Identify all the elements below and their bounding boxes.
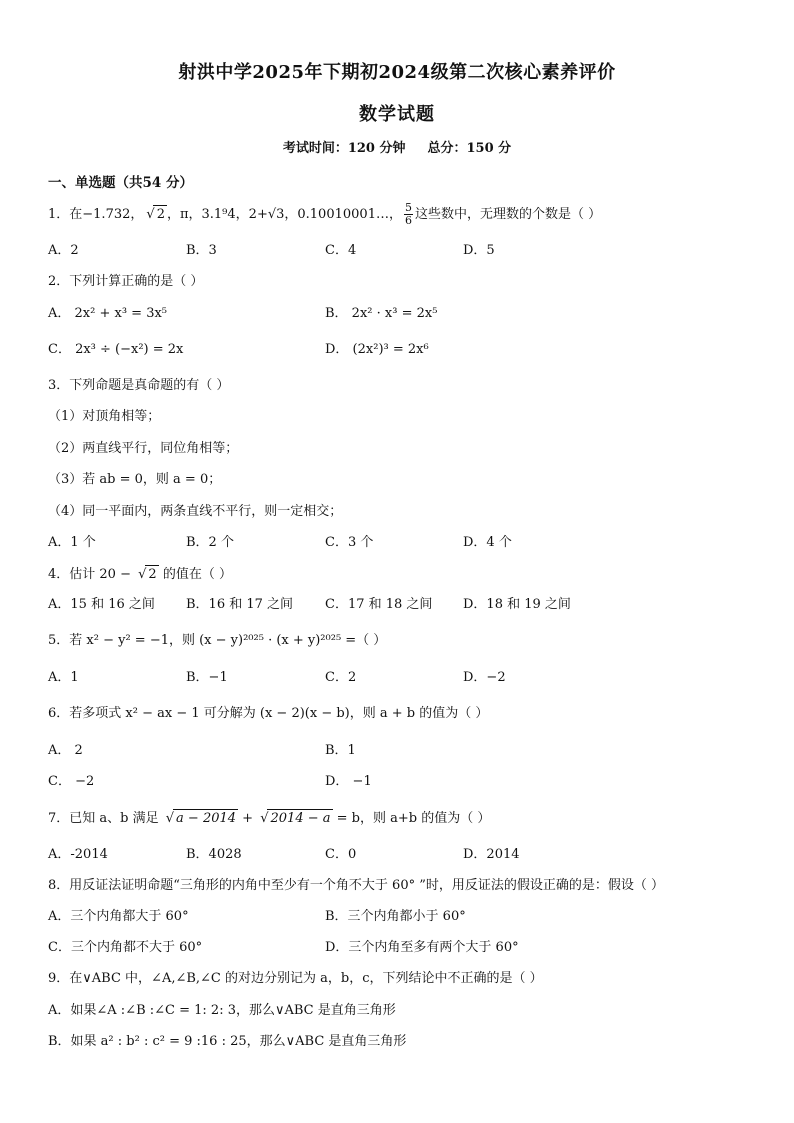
q3-option-b: B．2 个 <box>186 535 234 550</box>
q3-option-a: A．1 个 <box>48 535 96 550</box>
q1-option-c: C．4 <box>325 243 357 258</box>
q7-option-b: B．4028 <box>186 847 242 862</box>
q8-option-a: A．三个内角都大于 60° <box>48 909 189 924</box>
q6-option-b: B．1 <box>325 743 356 758</box>
question-6-stem: 6．若多项式 x² − ax − 1 可分解为 (x − 2)(x − b)，则 a + b 的值为（ ） <box>48 706 489 721</box>
q7-option-d: D．2014 <box>463 847 520 862</box>
q9-option-b: B．如果 a² : b² : c² = 9 :16 : 25，那么∨ABC 是直角三角形 <box>48 1034 407 1049</box>
exam-time: 考试时间：120 分钟 <box>282 141 406 156</box>
question-9-stem: 9．在∨ABC 中，∠A,∠B,∠C 的对边分别记为 a，b，c，下列结论中不正确的是（ ） <box>48 971 543 986</box>
q4-option-a: A．15 和 16 之间 <box>48 597 155 612</box>
q3-item-2: （2）两直线平行，同位角相等； <box>48 441 239 456</box>
q5-option-d: D．−2 <box>463 670 506 685</box>
q2-option-a: A． 2x² + x³ = 3x⁵ <box>48 306 168 321</box>
question-8-stem: 8．用反证法证明命题“三角形的内角中至少有一个角不大于 60° ”时，用反证法的假设正确的是：假设（ ） <box>48 878 665 893</box>
q5-option-a: A．1 <box>48 670 79 685</box>
q3-option-c: C．3 个 <box>325 535 374 550</box>
school-title: 射洪中学2025年下期初2024级第二次核心素养评价 <box>178 62 616 83</box>
q9-option-a: A．如果∠A :∠B :∠C = 1: 2: 3，那么∨ABC 是直角三角形 <box>48 1003 396 1018</box>
question-4-stem: 4．估计 20 − √ 2 的值在（ ） <box>48 565 232 584</box>
q2-option-b: B． 2x² · x³ = 2x⁵ <box>325 306 438 321</box>
fraction: $\frac{5}{6}$ <box>404 201 412 227</box>
q4-option-b: B．16 和 17 之间 <box>186 597 294 612</box>
q3-option-d: D．4 个 <box>463 535 512 550</box>
q1-option-d: D．5 <box>463 243 495 258</box>
q3-item-3: （3）若 ab = 0，则 a = 0； <box>48 472 222 487</box>
q8-option-d: D．三个内角至多有两个大于 60° <box>325 940 519 955</box>
question-1-stem: 1．在−1.732，√ 2 ，π，3.1⁹4̇，2+√3，0.10010001…， $\frac{5}{6}$ 这些数中，无理数的个数是（ ） <box>48 202 601 227</box>
question-3-stem: 3．下列命题是真命题的有（ ） <box>48 378 230 393</box>
q6-option-a: A． 2 <box>48 743 83 758</box>
q8-option-c: C．三个内角都不大于 60° <box>48 940 203 955</box>
q4-option-c: C．17 和 18 之间 <box>325 597 433 612</box>
exam-info <box>0 137 794 156</box>
q6-option-d: D． −1 <box>325 774 372 789</box>
q1-option-b: B．3 <box>186 243 217 258</box>
section-heading: 一、单选题（共54 分） <box>48 175 193 191</box>
subject-title: 数学试题 <box>359 104 435 125</box>
total-score: 总分：150 分 <box>427 141 512 156</box>
question-7-stem: 7．已知 a、b 满足 √ a − 2014 + √ 2014 − a = b，则 a+b 的值为（ ） <box>48 809 490 828</box>
question-5-stem: 5．若 x² − y² = −1，则 (x − y)²⁰²⁵ · (x + y)²⁰²⁵ =（ ） <box>48 633 387 648</box>
q5-option-c: C．2 <box>325 670 357 685</box>
q6-option-c: C． −2 <box>48 774 95 789</box>
question-2-stem: 2．下列计算正确的是（ ） <box>48 274 204 289</box>
q3-item-4: （4）同一平面内，两条直线不平行，则一定相交； <box>48 504 343 519</box>
q2-option-d: D． (2x²)³ = 2x⁶ <box>325 342 429 357</box>
q5-option-b: B．−1 <box>186 670 228 685</box>
q4-option-d: D．18 和 19 之间 <box>463 597 571 612</box>
q1-option-a: A．2 <box>48 243 79 258</box>
q8-option-b: B．三个内角都小于 60° <box>325 909 466 924</box>
q2-option-c: C． 2x³ ÷ (−x²) = 2x <box>48 342 184 357</box>
q7-option-c: C．0 <box>325 847 357 862</box>
q3-item-1: （1）对顶角相等； <box>48 409 161 424</box>
q7-option-a: A．-2014 <box>48 847 108 862</box>
